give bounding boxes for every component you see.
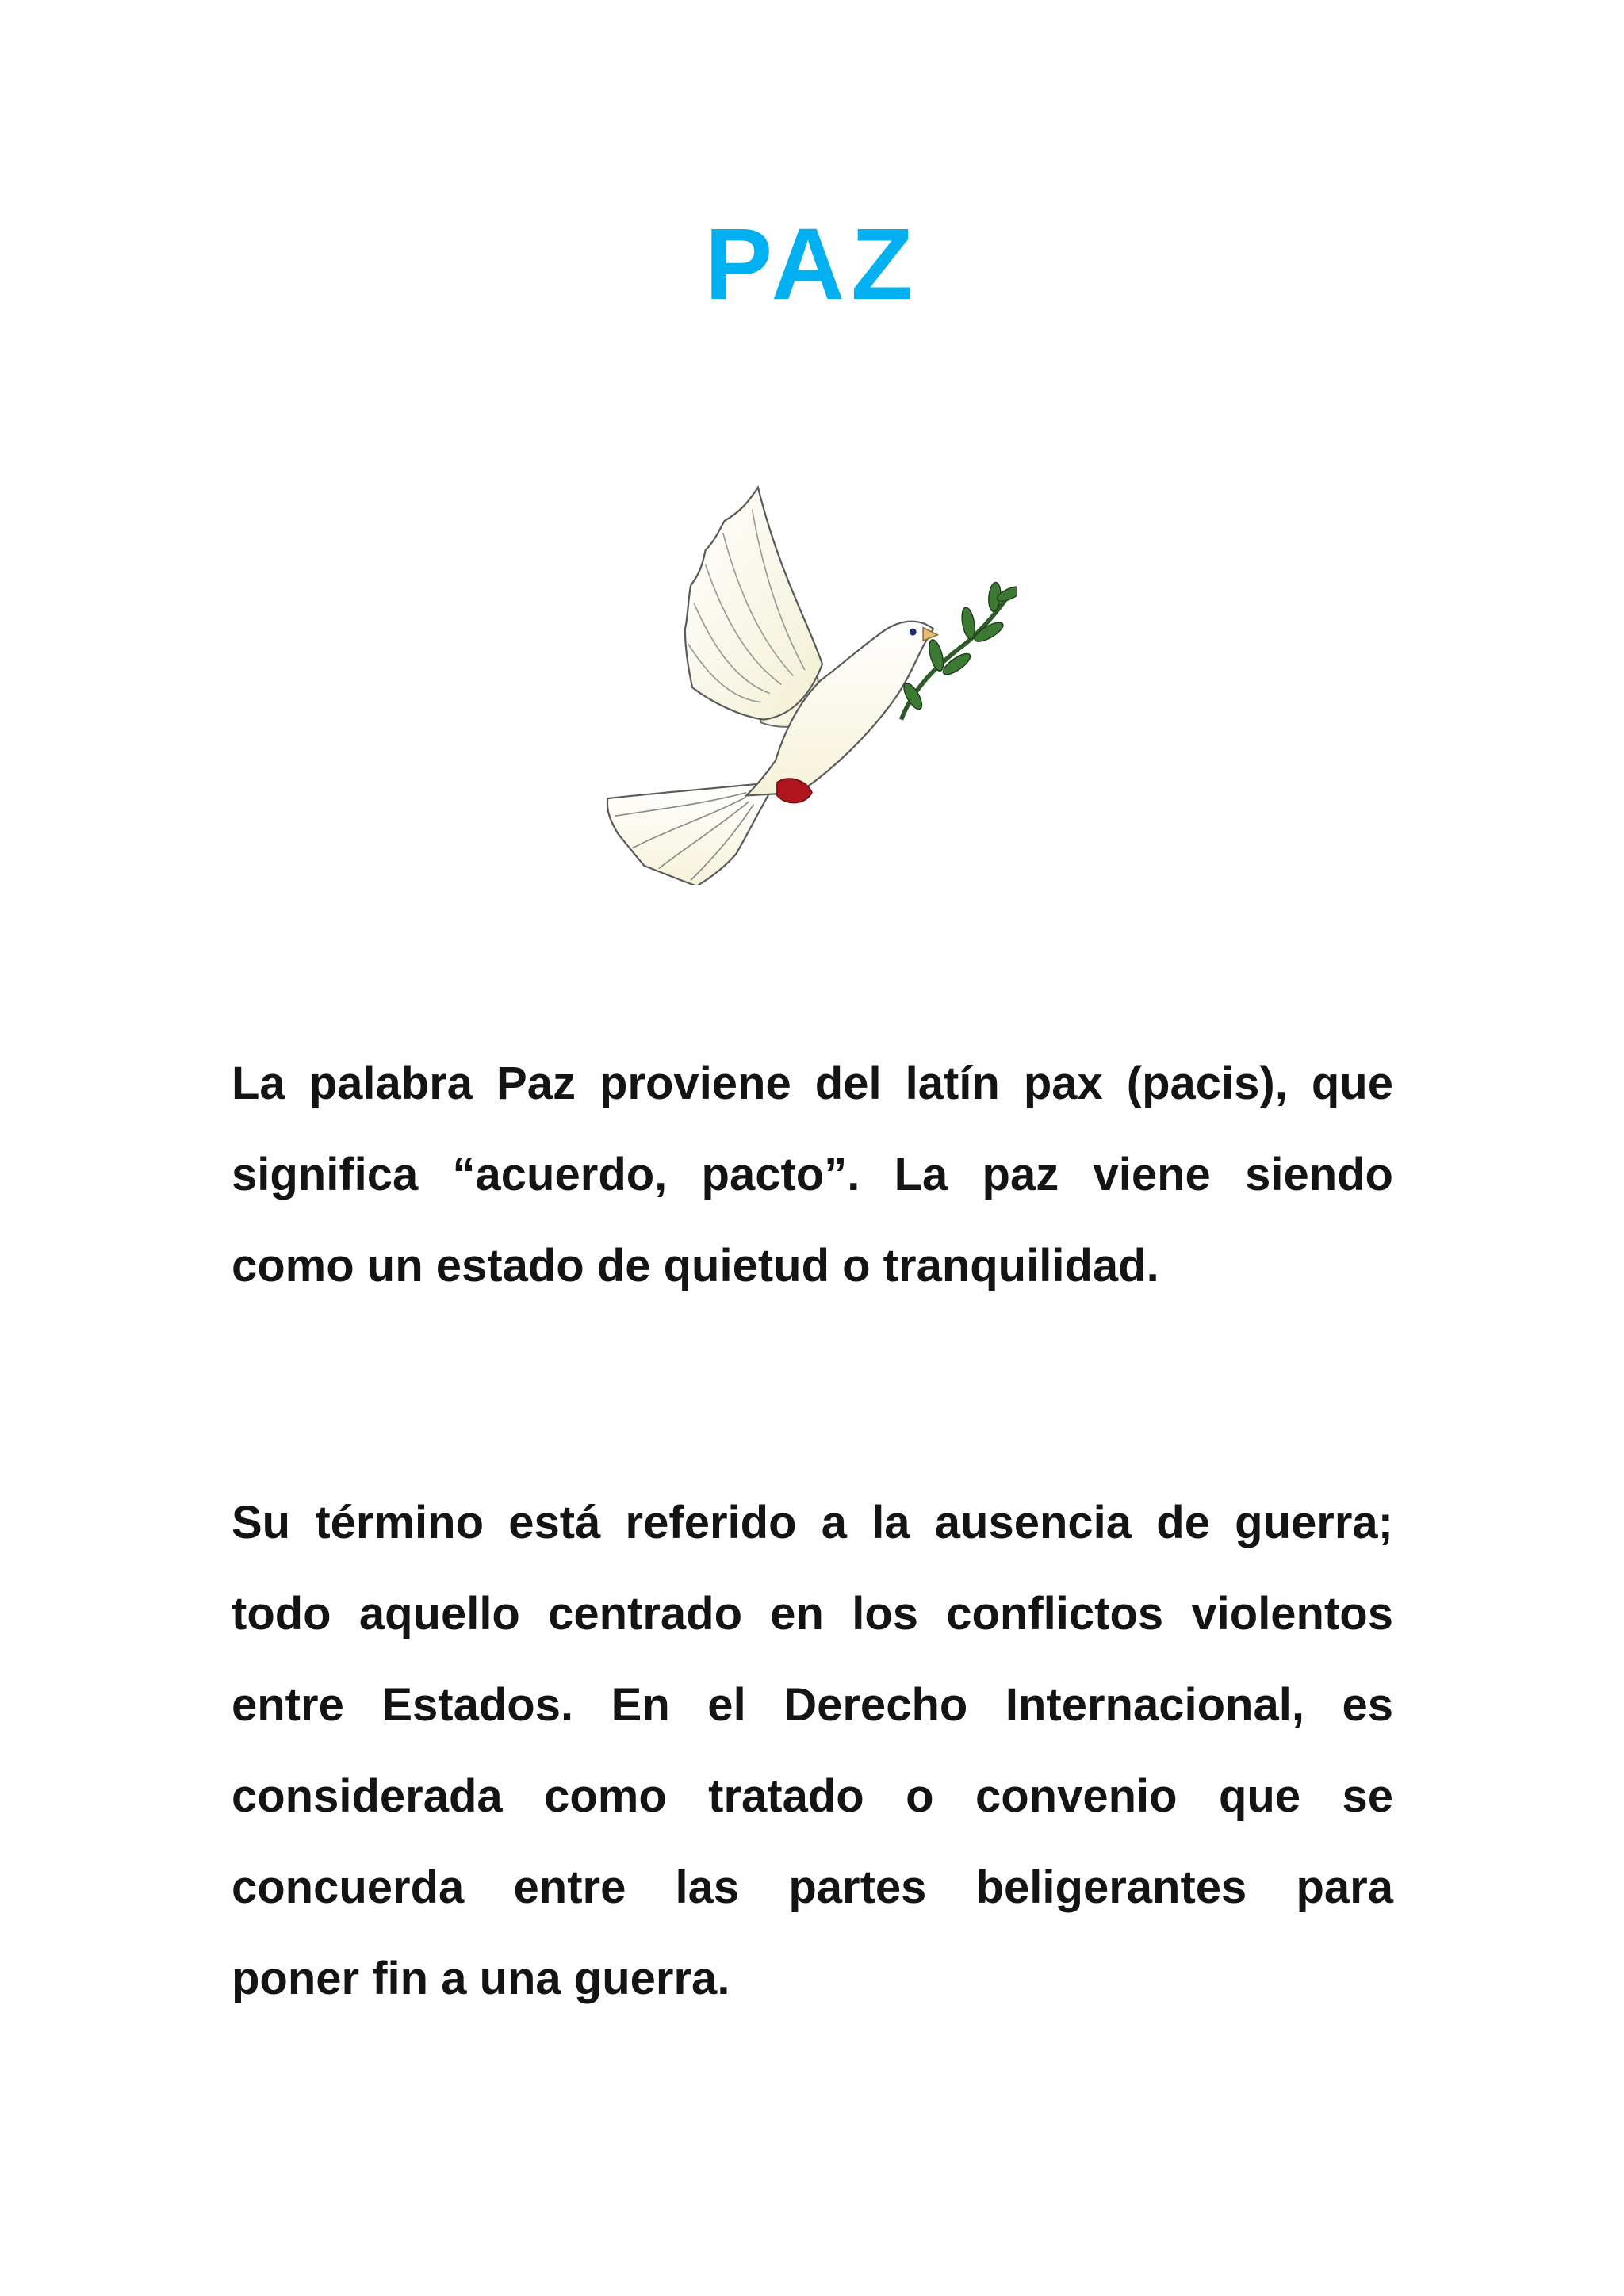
paragraph-line: poner fin a una guerra. (232, 1953, 730, 2004)
paragraph-line: todo aquello centrado en los conflictos violentos (232, 1588, 1393, 1640)
paragraph-line: entre Estados. En el Derecho Internacional, es (232, 1679, 1393, 1731)
paragraph-line: como un estado de quietud o tranquilidad. (232, 1240, 1159, 1292)
dove-tail (607, 784, 770, 885)
paragraph-etymology (232, 1038, 1393, 1311)
dove-eye (910, 629, 917, 636)
dove-illustration (600, 483, 1017, 885)
paragraph-line: Su término está referido a la ausencia de guerra; (232, 1497, 1393, 1548)
paragraph-line: La palabra Paz proviene del latín pax (pacis), que (232, 1058, 1393, 1109)
page-title: PAZ (704, 208, 920, 321)
paragraph-definition (232, 1477, 1393, 2024)
paragraph-line: concuerda entre las partes beligerantes para (232, 1862, 1393, 1913)
dove-front-wing (685, 488, 822, 720)
dove-with-olive-branch-icon (600, 483, 1017, 885)
paragraph-line: considerada como tratado o convenio que se (232, 1770, 1393, 1822)
paragraph-line: significa “acuerdo, pacto”. La paz viene siendo (232, 1149, 1393, 1200)
